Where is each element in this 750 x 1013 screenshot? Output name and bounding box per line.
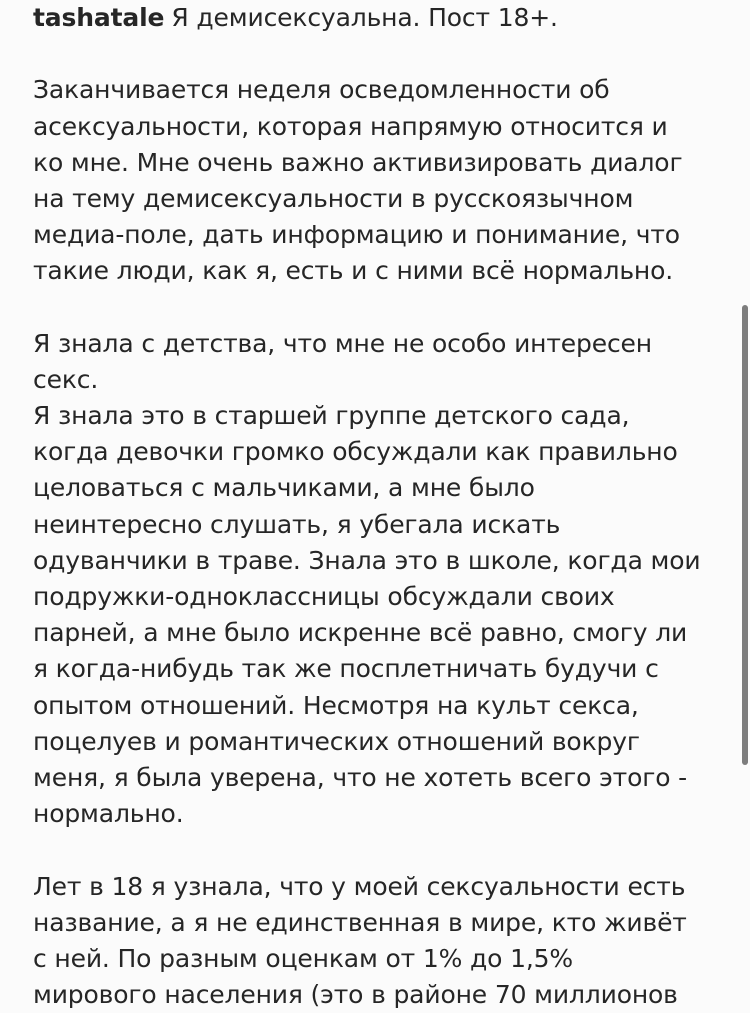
caption-text-line: на тему демисексуальности в русскоязычном <box>33 183 634 213</box>
caption-text-line: секс. <box>33 364 99 394</box>
scrollbar[interactable] <box>742 305 748 765</box>
caption-text-line: медиа-поле, дать информацию и понимание, что <box>33 220 680 250</box>
caption-text-line: нормально. <box>33 799 184 829</box>
post-caption <box>33 0 723 1013</box>
caption-text-line: целоваться с мальчиками, а мне было <box>33 473 535 503</box>
caption-text-line: парней, а мне было искренне всё равно, смогу ли <box>33 618 688 648</box>
caption-text-line: я когда-нибудь так же посплетничать будучи с <box>33 654 659 684</box>
caption-text-line: меня, я была уверена, что не хотеть всего этого - <box>33 762 688 792</box>
caption-text-line: неинтересно слушать, я убегала искать <box>33 509 561 539</box>
caption-text-line: одуванчики в траве. Знала это в школе, когда мои <box>33 545 701 575</box>
caption-text-line: с ней. По разным оценкам от 1% до 1,5% <box>33 943 573 973</box>
caption-text-line: мирового населения (это в районе 70 миллионов <box>33 980 678 1010</box>
username-link[interactable]: tashatale <box>33 3 165 32</box>
caption-text-line: ко мне. Мне очень важно активизировать диалог <box>33 147 683 177</box>
caption-text-line: Я знала с детства, что мне не особо интересен <box>33 328 652 358</box>
caption-text-line: название, а я не единственная в мире, кто живёт <box>33 907 687 937</box>
caption-text-line: такие люди, как я, есть и с ними всё нормально. <box>33 256 674 286</box>
post-title-text: Я демисексуальна. Пост 18+. <box>171 3 558 32</box>
caption-blank-line <box>33 832 723 868</box>
caption-text-line: подружки-одноклассницы обсуждали своих <box>33 582 615 611</box>
caption-text-line: поцелуев и романтических отношений вокруг <box>33 726 640 756</box>
caption-text-line: Я знала это в старшей группе детского сада, <box>33 401 630 431</box>
caption-text-line: асексуальности, которая напрямую относится и <box>33 111 668 141</box>
caption-text-line: Лет в 18 я узнала, что у моей сексуальности есть <box>33 871 686 901</box>
caption-text-line: опытом отношений. Несмотря на культ секса, <box>33 690 639 720</box>
caption-blank-line <box>33 36 723 72</box>
caption-text-line: когда девочки громко обсуждали как правильно <box>33 437 678 467</box>
caption-body <box>33 36 723 1013</box>
caption-text-line: Заканчивается неделя осведомленности об <box>33 75 610 105</box>
caption-blank-line <box>33 290 723 326</box>
caption-header-line <box>33 0 723 36</box>
